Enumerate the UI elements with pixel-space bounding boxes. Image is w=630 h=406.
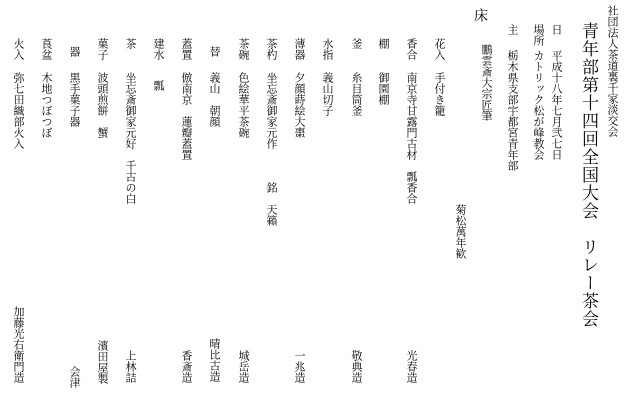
item-kama-maker: 敬典造 [350,350,363,383]
item-utsuwa-maker: 会津 [68,366,81,388]
item-mizusashi-label: 水指 [321,38,334,60]
item-kashi-label: 菓子 [96,38,109,60]
toko-label: 床 [472,8,488,22]
item-chawan-value: 色絵華平茶碗 [237,72,250,138]
item-kama-label: 釜 [350,38,363,49]
item-kogo-label: 香合 [405,38,418,60]
item-kashi-maker: 濱田屋製 [96,340,109,384]
item-tabakobon-label: 莨盆 [40,38,53,60]
item-kae-value: 義山 朝顔 [208,72,221,127]
program-title: 青年部第十四回全国大会 リレー茶会 [578,22,598,328]
item-cha-value: 坐忘斎御家元好 千古の白 [124,72,137,204]
detail-host-value: 栃木県支部宇都宮青年部 [506,50,519,171]
detail-place-label: 場所 [532,24,545,46]
item-kama-value: 糸目筒釜 [350,72,363,116]
item-chawan-maker: 城岳造 [237,350,250,383]
item-kae-label: 替 [208,46,221,57]
item-futaoki-label: 蓋置 [180,38,193,60]
item-cha-label: 茶 [124,38,137,49]
detail-date-label: 日 [550,24,563,35]
detail-date-value: 平成十八年七月弐七日 [550,50,563,160]
item-kashi-value: 波頭煎餅 蟹 [96,72,109,138]
item-tabakobon-value: 木地つぼつぼ [40,72,53,138]
item-tana-label: 棚 [377,38,390,49]
item-hiire-maker: 加藤光右衛門造 [12,306,25,383]
item-hiire-label: 火入 [12,38,25,60]
toko-note: 菊松萬年歓 [454,204,467,259]
organizer: 社団法人茶道裏千家淡交会 [606,5,619,137]
item-tana-value: 御園棚 [377,72,390,105]
detail-place-value: カトリック松が峰教会 [532,50,545,160]
item-usuki-maker: 一兆造 [293,350,306,383]
item-cha-maker: 上林詰 [124,350,137,383]
item-kogo-value: 南京寺甘露門古材 瓢香合 [405,72,418,204]
item-hanaire-value: 手付き籠 [433,72,446,116]
item-futaoki-value: 倣南京 蓮瓣蓋置 [180,72,193,160]
item-utsuwa-label: 器 [68,46,81,57]
item-usuki-value: 夕顔蒔絵大棗 [293,72,306,138]
item-kensui-label: 建水 [152,38,165,60]
item-chashaku-label: 茶杓 [265,38,278,60]
detail-host-label: 主 [506,24,519,35]
item-usuki-label: 薄器 [293,38,306,60]
item-kensui-value: 瓢 [152,80,165,91]
item-utsuwa-value: 黒手菓子器 [68,72,81,127]
item-chashaku-value: 坐忘斎御家元作 銘 天籟 [265,72,278,226]
item-chawan-label: 茶碗 [237,38,250,60]
item-hiire-value: 弥七田織部火入 [12,72,25,149]
item-hanaire-label: 花入 [433,38,446,60]
item-futaoki-maker: 香斎造 [180,350,193,383]
toko-value: 鵬雲斎大宗匠筆 [480,44,493,121]
item-mizusashi-value: 義山切子 [321,72,334,116]
item-kae-maker: 晴比古造 [208,338,221,382]
item-kogo-maker: 光春造 [405,350,418,383]
